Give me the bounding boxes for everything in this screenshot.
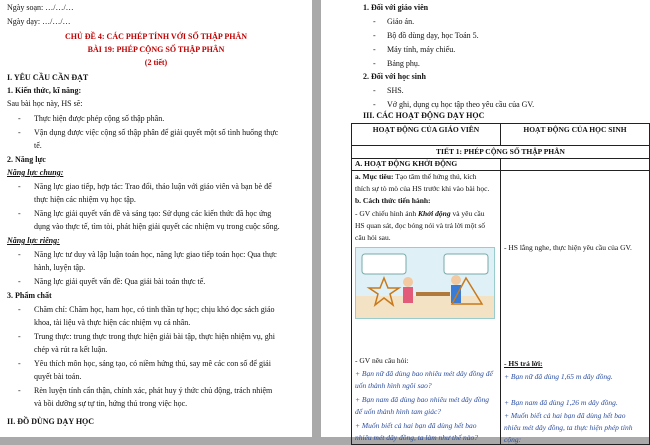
warmup-illustration [355,247,495,319]
gv-instruction-keyword: Khởi động [417,209,451,218]
goal-label: a. Mục tiêu: [355,172,394,181]
knowledge-bullet-2-cont: tế. [34,141,42,150]
section-requirements: I. YÊU CẦU CẦN ĐẠT [7,73,89,82]
section-materials: II. ĐỒ DÙNG DẠY HỌC [7,417,95,426]
teacher-material-4: Bảng phụ. [387,59,420,68]
subsection-student-materials: 2. Đối với học sinh [363,72,426,81]
gv-instruction-1-end: và yêu cầu [452,209,485,218]
quality-4-cont: và bồi dưỡng sự tự tin, hứng thú trong việc học. [34,399,188,408]
special-competence-2: Năng lực giải quyết vấn đề: Qua giải bài toán thực tế. [34,277,206,286]
student-activity-cell [501,159,650,445]
answer-2: + Bạn nam đã dùng 1,26 m dây đồng. [504,398,618,407]
header-teacher-activity: HOẠT ĐỘNG CỦA GIÁO VIÊN [352,124,501,146]
question-1-cont: uốn thành hình ngôi sao? [355,381,432,390]
subsection-qualities: 3. Phẩm chất [7,291,52,300]
question-1: + Bạn nữ đã dùng bao nhiêu mét dây đồng để [355,369,493,378]
document-page-left: Ngày soạn: …/…/… Ngày dạy: …/…/… CHỦ ĐỀ 4: CÁC PHÉP TÍNH VỚI SỐ THẬP PHÂN BÀI 19: PHÉP CỘNG SỐ THẬP PHÂN (2 tiết) I. YÊU CẦU CẦN ĐẠT 1. Kiến thức, kĩ năng: Sau bài học này, HS sẽ: - Thực hiện được phép cộng số thập phân. - Vận dụng được việc cộng số thập phân để giải quyết một số tình huống thực tế. 2. Năng lực Năng lực chung: - Năng lực giao tiếp, hợp tác: Trao đổi, thảo luận với giáo viên và bạn bè để thực hiện các nhiệm vụ học tập. - Năng lực giải quyết vấn đề và sáng tạo: Sử dụng các kiến thức đã học ứng dụng vào thực tế, tìm tòi, phát hiện giải quyết các nhiệm vụ trong cuộc sống. Năng lực riêng: - Năng lực tư duy và lập luận toán học, năng lực giao tiếp toán học: Qua thực hành, luyện tập. - Năng lực giải quyết vấn đề: Qua giải bài toán thực tế. 3. Phẩm chất - Chăm chỉ: Chăm học, ham học, có tinh thần tự học; chịu khó đọc sách giáo khoa, tài liệu và thực hiện các nhiệm vụ cá nhân. - Trung thực: trung thực trong thực hiện giải bài tập, thực hiện nhiệm vụ, ghi chép và rút ra kết luận. - Yêu thích môn học, sáng tạo, có niềm hứng thú, say mê các con số để giải quyết bài toán. - Rèn luyện tính cẩn thận, chính xác, phát huy ý thức chủ động, trách nhiệm và bồi dưỡng sự tự tin, hứng thú trong việc học. II. ĐỒ DÙNG DẠY HỌC [0,0,312,437]
quality-2-cont: chép và rút ra kết luận. [34,345,108,354]
answer-3-cont: nhiêu mét dây đồng, ta thực hiện phép tính [504,423,633,432]
quality-2: Trung thực: trung thực trong thực hiện giải bài tập, thực hiện nhiệm vụ, ghi [34,332,276,341]
hs-response-1: - HS lắng nghe, thực hiện yêu cầu của GV. [504,243,632,252]
student-material-2: Vở ghi, dụng cụ học tập theo yêu cầu của GV. [387,100,535,109]
common-competence-2: Năng lực giải quyết vấn đề và sáng tạo: Sử dụng các kiến thức đã học ứng [34,209,272,218]
lesson-title: BÀI 19: PHÉP CỘNG SỐ THẬP PHÂN [87,45,225,54]
teacher-material-1: Giáo án. [387,17,415,26]
subsection-knowledge: 1. Kiến thức, kĩ năng: [7,86,82,95]
knowledge-bullet-2: Vận dụng được việc cộng số thập phân để giải quyết một số tình huống thực [34,128,279,137]
common-competence-heading: Năng lực chung: [7,168,64,177]
knowledge-intro: Sau bài học này, HS sẽ: [7,99,83,108]
gv-instruction-1: - GV chiếu hình ảnh [355,209,417,218]
special-competence-1: Năng lực tư duy và lập luận toán học, năng lực giao tiếp toán học: Qua thực [34,250,277,259]
gv-instruction-3: câu hỏi sau. [355,233,391,242]
method-label: b. Cách thức tiến hành: [355,196,431,205]
question-2: + Bạn nam đã dùng bao nhiêu mét dây đồng [355,395,490,404]
quality-3: Yêu thích môn học, sáng tạo, có niềm hứng thú, say mê các con số để giải [34,359,271,368]
subsection-teacher-materials: 1. Đối với giáo viên [363,3,429,12]
document-page-right: 1. Đối với giáo viên - Giáo án. - Bộ đồ dùng dạy, học Toán 5. - Máy tính, máy chiếu. - Bảng phụ. 2. Đối với học sinh - SHS. - Vở ghi, dụng cụ học tập theo yêu cầu của GV. III. CÁC HOẠT ĐỘNG DẠY HỌC HOẠT ĐỘNG CỦA GIÁO VIÊN HOẠT ĐỘNG CỦA HỌC SINH TIẾT 1: PHÉP CỘNG SỐ THẬP PHÂN A. HOẠT ĐỘNG KHỞI ĐỘNG a. Mục tiêu: Tạo tâm thế hứng thú, kích thích sự tò mò của HS trước khi vào bài học. b. Cách thức tiến hành: - GV chiếu hình ảnh Khởi động và yêu cầu HS quan sát, đọc bóng nói và trả lời một số câu hỏi sau. - GV nêu câu hỏi: + Bạn nữ đã dùng bao nhiêu mét dây đồng để uốn thành hình ngôi sao? + Bạn nam đã dùng bao nhiêu mét dây đồng để uốn thành hình tam giác? + Muốn biết cả hai bạn đã dùng hết bao nhiêu mét dây đồng, ta làm như thế nào? - HS lắng nghe, thực hiện yêu cầu của GV. - HS trả lời: + Bạn nữ đã dùng 1,65 m dây đồng. + Bạn nam đã dùng 1,26 m dây đồng. + Muốn biết cả hai bạn đã dùng hết bao nhiêu mét dây đồng, ta thực hiện phép tính cộng: [321,0,650,437]
chapter-title: CHỦ ĐỀ 4: CÁC PHÉP TÍNH VỚI SỐ THẬP PHÂN [64,32,248,41]
lesson-duration: (2 tiết) [144,58,168,67]
activity-a-title: A. HOẠT ĐỘNG KHỞI ĐỘNG [355,159,458,168]
common-competence-1: Năng lực giao tiếp, hợp tác: Trao đổi, thảo luận với giáo viên và bạn bè để [34,182,272,191]
header-student-activity: HOẠT ĐỘNG CỦA HỌC SINH [501,124,650,146]
common-competence-2-cont: dụng vào thực tế, tìm tòi, phát hiện giải quyết các nhiệm vụ trong cuộc sống. [34,222,280,231]
teacher-material-2: Bộ đồ dùng dạy, học Toán 5. [387,31,479,40]
subsection-competence: 2. Năng lực [7,155,46,164]
question-3-cont: nhiêu mét dây đồng, ta làm như thế nào? [355,433,479,442]
teacher-material-3: Máy tính, máy chiếu. [387,45,456,54]
hs-answer-label: - HS trả lời: [504,359,543,368]
answer-1: + Bạn nữ đã dùng 1,65 m dây đồng. [504,372,613,381]
goal-text-1: Tạo tâm thế hứng thú, kích [395,172,477,181]
classroom-illustration-graphic [356,248,494,318]
answer-3-end: cộng: [504,435,522,444]
answer-3: + Muốn biết cả hai bạn đã dùng hết bao [504,411,626,420]
special-competence-1-cont: hành, luyện tập. [34,263,86,272]
gv-ask: - GV nêu câu hỏi: [355,356,409,365]
common-competence-1-cont: thực hiện các nhiệm vụ học tập. [34,195,136,204]
knowledge-bullet-1: Thực hiện được phép cộng số thập phân. [34,114,165,123]
gv-instruction-2: HS quan sát, đọc bóng nói và trả lời một số [355,221,485,230]
header-date-taught: Ngày dạy: …/…/… [7,17,71,26]
goal-text-2: thích sự tò mò của HS trước khi vào bài học. [355,184,490,193]
period-title: TIẾT 1: PHÉP CỘNG SỐ THẬP PHÂN [352,146,650,159]
quality-1-cont: khoa, tài liệu và thực hiện các nhiệm vụ cá nhân. [34,318,191,327]
special-competence-heading: Năng lực riêng: [7,236,60,245]
header-date-prepared: Ngày soạn: …/…/… [7,3,74,12]
question-3: + Muốn biết cả hai bạn đã dùng hết bao [355,421,477,430]
question-2-cont: để uốn thành hình tam giác? [355,407,442,416]
quality-3-cont: quyết bài toán. [34,372,82,381]
section-activities: III. CÁC HOẠT ĐỘNG DẠY HỌC [363,111,485,120]
quality-1: Chăm chỉ: Chăm học, ham học, có tinh thần tự học; chịu khó đọc sách giáo [34,305,275,314]
student-material-1: SHS. [387,86,404,95]
quality-4: Rèn luyện tính cẩn thận, chính xác, phát huy ý thức chủ động, trách nhiệm [34,386,273,395]
